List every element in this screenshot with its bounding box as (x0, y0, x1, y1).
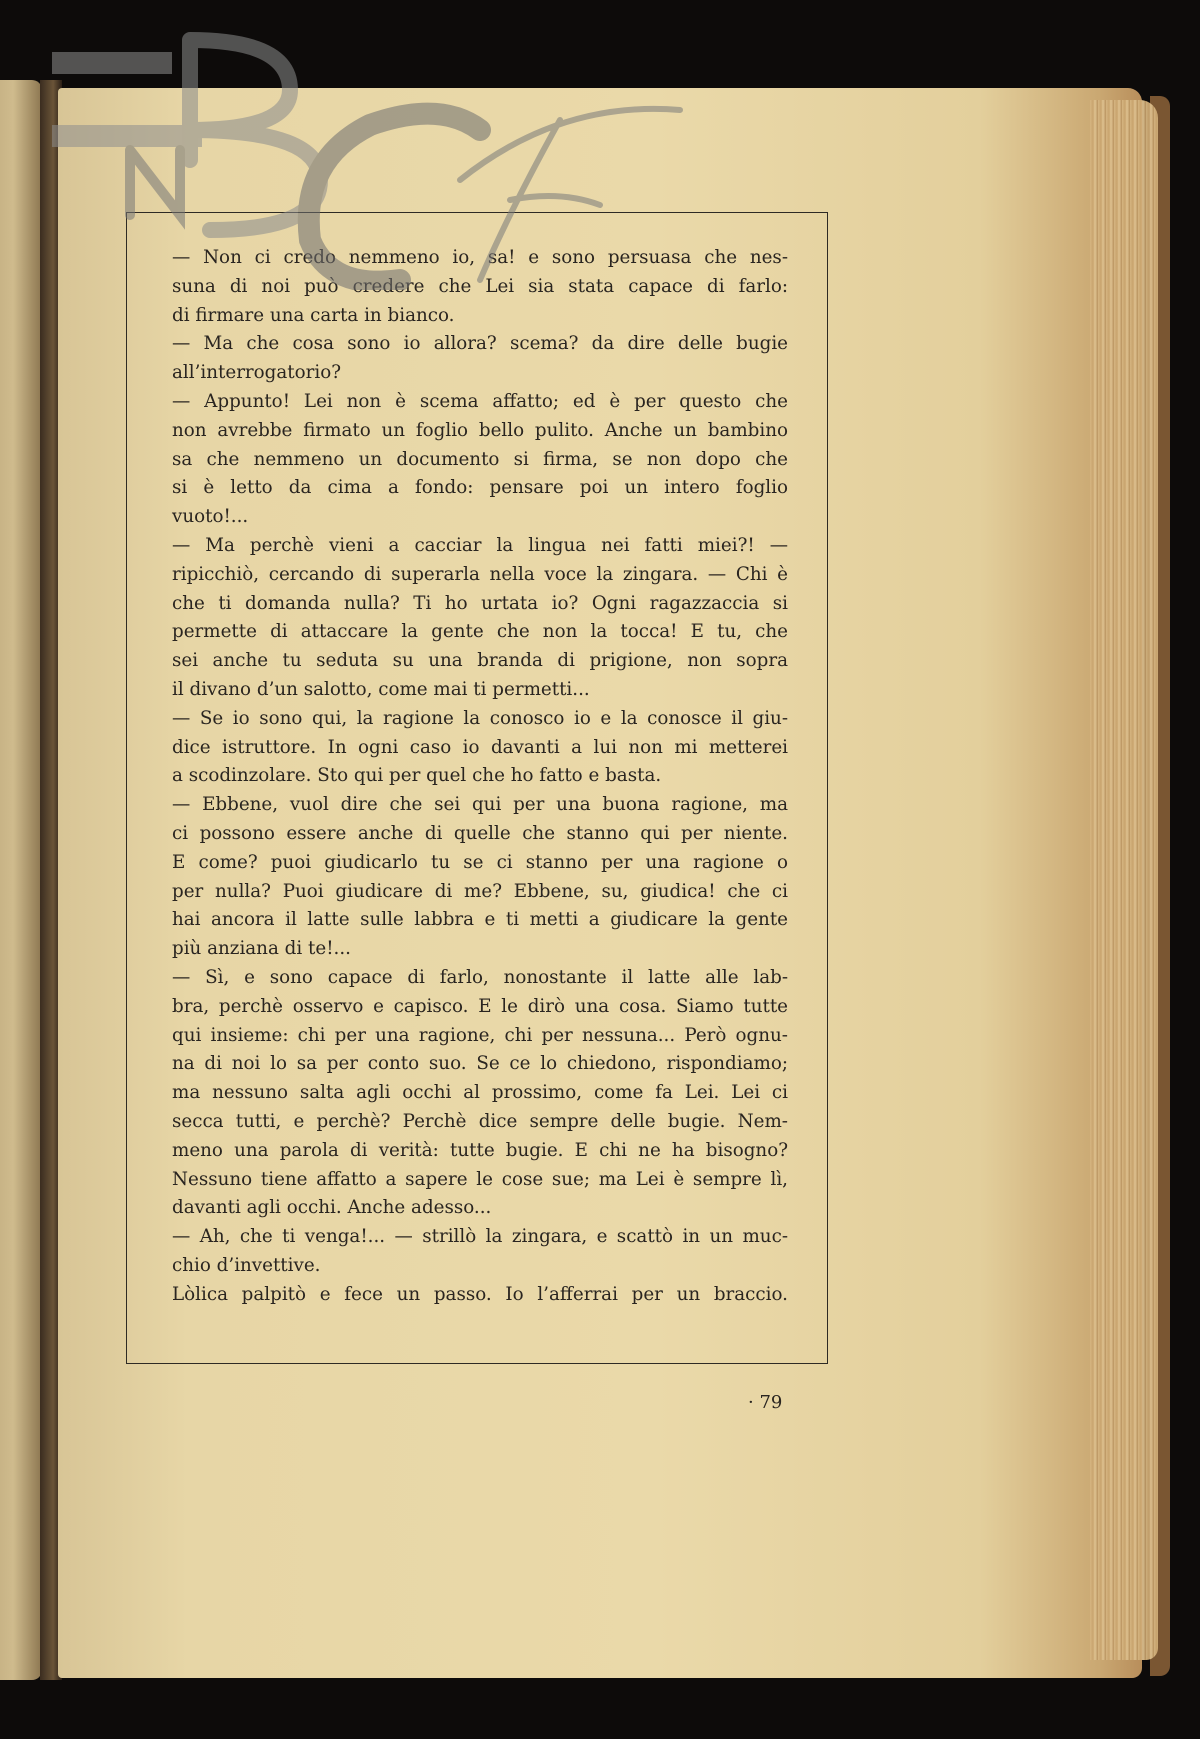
text-line: di firmare una carta in bianco. (172, 304, 455, 326)
text-line: che ti domanda nulla? Ti ho urtata io? Ogni ragazzaccia si (172, 592, 788, 614)
text-line: permette di attaccare la gente che non la tocca! E tu, che (172, 621, 788, 643)
text-line: davanti agli occhi. Anche adesso... (172, 1197, 492, 1219)
text-line: dice istruttore. In ogni caso io davanti a lui non mi metterei (172, 736, 788, 758)
text-line: vuoto!... (172, 506, 249, 528)
page-stack-edge (1090, 100, 1158, 1660)
text-line: — Appunto! Lei non è scema affatto; ed è per questo che (172, 390, 788, 412)
text-line: Nessuno tiene affatto a sapere le cose sue; ma Lei è sempre lì, (172, 1168, 788, 1190)
text-line: si è letto da cima a fondo: pensare poi un intero foglio (172, 477, 788, 499)
text-line: — Ebbene, vuol dire che sei qui per una buona ragione, ma (172, 794, 788, 816)
text-line: all’interrogatorio? (172, 362, 342, 384)
text-line: il divano d’un salotto, come mai ti permetti... (172, 678, 590, 700)
text-line: sei anche tu seduta su una branda di prigione, non sopra (172, 650, 788, 672)
text-line: hai ancora il latte sulle labbra e ti metti a giudicare la gente (172, 909, 788, 931)
text-line: Lòlica palpitò e fece un passo. Io l’afferrai per un braccio. (172, 1283, 788, 1305)
text-line: — Ma perchè vieni a cacciar la lingua nei fatti miei?! — (172, 534, 788, 556)
text-line: ci possono essere anche di quelle che stanno qui per niente. (172, 822, 788, 844)
page-number: · 79 (748, 1392, 783, 1413)
text-line: — Sì, e sono capace di farlo, nonostante il latte alle lab- (172, 966, 788, 988)
text-line: suna di noi può credere che Lei sia stata capace di farlo: (172, 275, 788, 297)
text-line: chio d’invettive. (172, 1254, 321, 1276)
text-line: — Ma che cosa sono io allora? scema? da dire delle bugie (172, 333, 788, 355)
text-line: E come? puoi giudicarlo tu se ci stanno per una ragione o (172, 851, 788, 873)
text-line: qui insieme: chi per una ragione, chi per nessuna... Però ognu- (172, 1024, 788, 1046)
text-line: ripicchiò, cercando di superarla nella voce la zingara. — Chi è (172, 563, 788, 585)
text-line: non avrebbe firmato un foglio bello pulito. Anche un bambino (172, 419, 788, 441)
body-text (172, 244, 788, 1309)
left-page-edge (0, 80, 42, 1680)
text-line: ma nessuno salta agli occhi al prossimo, come fa Lei. Lei ci (172, 1082, 788, 1104)
text-line: secca tutti, e perchè? Perchè dice sempre delle bugie. Nem- (172, 1110, 788, 1132)
text-line: — Non ci credo nemmeno io, sa! e sono persuasa che nes- (172, 247, 788, 268)
text-line: — Se io sono qui, la ragione la conosco io e la conosce il giu- (172, 707, 788, 729)
library-watermark-logo (40, 30, 700, 290)
text-line: per nulla? Puoi giudicare di me? Ebbene, su, giudica! che ci (172, 880, 788, 902)
text-line: meno una parola di verità: tutte bugie. E chi ne ha bisogno? (172, 1139, 788, 1161)
text-line: bra, perchè osservo e capisco. E le dirò una cosa. Siamo tutte (172, 995, 788, 1017)
text-line: più anziana di te!... (172, 938, 351, 960)
text-line: sa che nemmeno un documento si firma, se non dopo che (172, 448, 788, 470)
text-line: na di noi lo sa per conto suo. Se ce lo chiedono, rispondiamo; (172, 1053, 788, 1075)
text-line: — Ah, che ti venga!... — strillò la zingara, e scattò in un muc- (172, 1226, 788, 1248)
text-line: a scodinzolare. Sto qui per quel che ho fatto e basta. (172, 765, 662, 787)
